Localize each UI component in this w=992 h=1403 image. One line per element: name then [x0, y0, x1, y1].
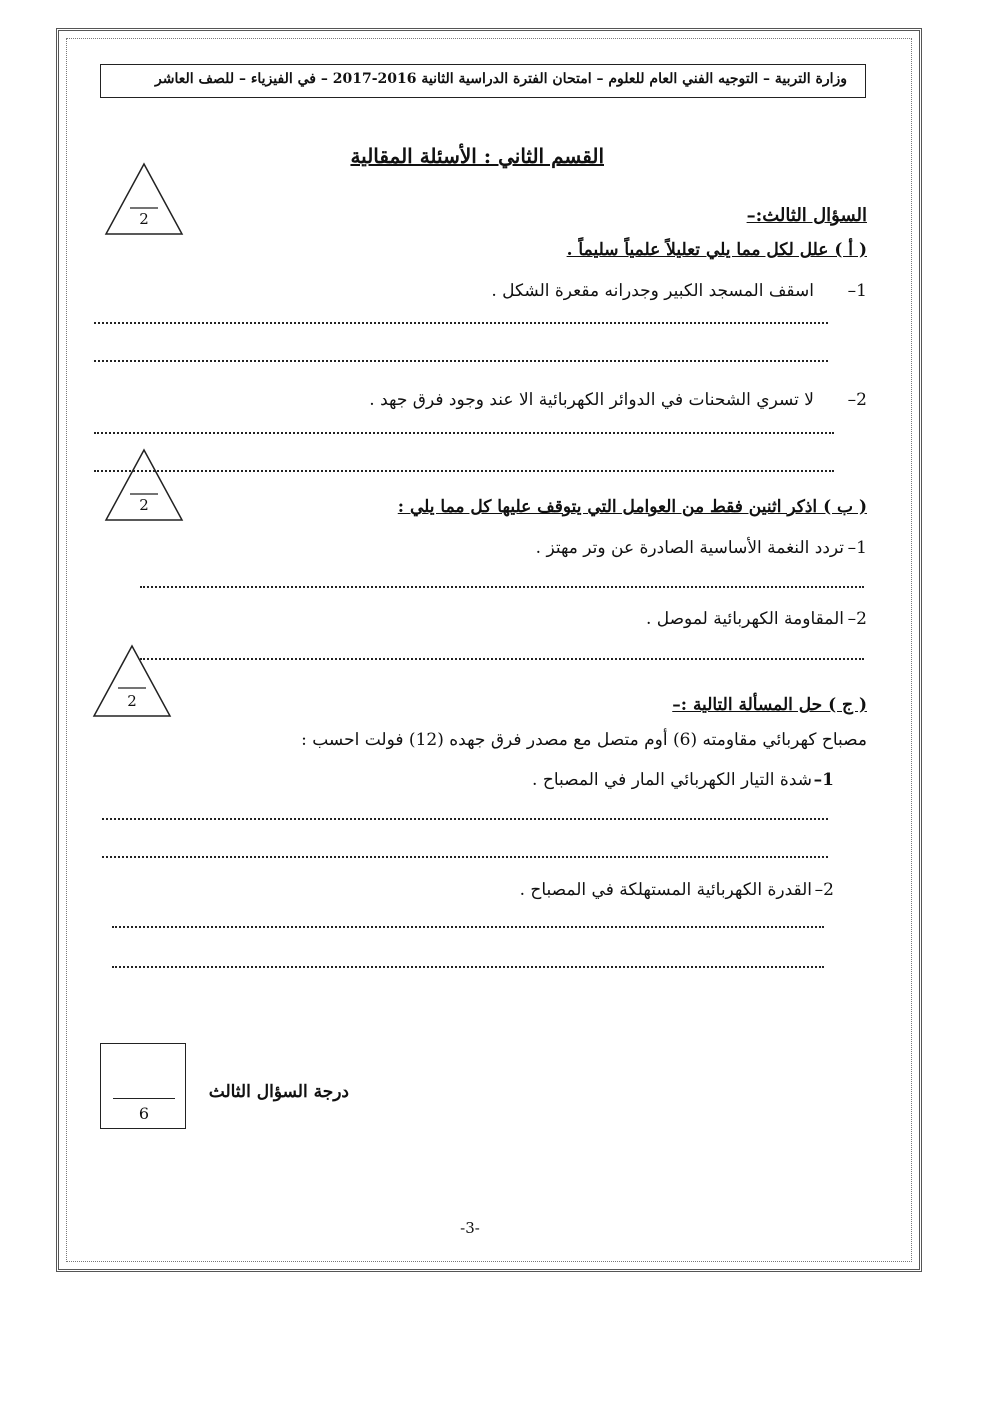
answer-line — [94, 322, 828, 324]
part-b-instruction: ( ب ) اذكر اثنين فقط من العوامل التي يتوقف عليها كل مما يلي : — [397, 497, 867, 517]
part-b-item-1: تردد النغمة الأساسية الصادرة عن وتر مهتز . — [535, 538, 844, 558]
page-number: -3- — [460, 1219, 480, 1237]
part-c-item-1-num: 1– — [813, 770, 834, 790]
score-triangle-c — [92, 644, 172, 718]
part-c-item-2-num: 2– — [814, 880, 834, 900]
section-title: القسم الثاني : الأسئلة المقالية — [350, 144, 604, 168]
answer-line — [102, 818, 828, 820]
part-b-item-2: المقاومة الكهربائية لموصل . — [645, 609, 844, 629]
part-a-item-2: لا تسري الشحنات في الدوائر الكهربائية الا عند وجود فرق جهد . — [369, 390, 814, 410]
question-heading: السؤال الثالث:– — [746, 205, 867, 226]
part-b-item-2-num: 2– — [847, 609, 867, 629]
score-triangle-b — [104, 448, 184, 522]
score-c: 2 — [127, 692, 137, 710]
part-c-problem: مصباح كهربائي مقاومته (6) أوم متصل مع مصدر فرق جهده (12) فولت احسب : — [301, 730, 867, 750]
score-b: 2 — [139, 496, 149, 514]
part-a-item-1: اسقف المسجد الكبير وجدرانه مقعرة الشكل . — [491, 281, 814, 301]
answer-line — [94, 470, 834, 472]
exam-header: وزارة التربية – التوجيه الفني العام للعلوم – امتحان الفترة الدراسية الثانية 2016-2017 – في الفيزياء – للصف العاشر — [100, 64, 866, 98]
answer-line — [112, 966, 824, 968]
grade-line — [113, 1098, 175, 1099]
part-c-item-2: القدرة الكهربائية المستهلكة في المصباح . — [519, 880, 812, 900]
answer-line — [102, 856, 828, 858]
answer-line — [140, 586, 864, 588]
score-a: 2 — [139, 210, 149, 228]
score-triangle-a — [104, 162, 184, 236]
part-c-item-1: شدة التيار الكهربائي المار في المصباح . — [532, 770, 812, 790]
answer-line — [140, 658, 864, 660]
part-b-item-1-num: 1– — [847, 538, 867, 558]
answer-line — [94, 432, 834, 434]
total-score: 6 — [138, 1104, 150, 1123]
part-a-item-2-num: 2– — [847, 390, 867, 410]
total-grade-box — [100, 1043, 186, 1129]
part-a-item-1-num: 1– — [847, 281, 867, 301]
total-label: درجة السؤال الثالث — [208, 1082, 349, 1102]
part-a-instruction: ( أ ) علل لكل مما يلي تعليلاً علمياً سليماً . — [566, 240, 867, 260]
answer-line — [112, 926, 824, 928]
part-c-instruction: ( ج ) حل المسألة التالية :– — [672, 695, 867, 715]
answer-line — [94, 360, 828, 362]
